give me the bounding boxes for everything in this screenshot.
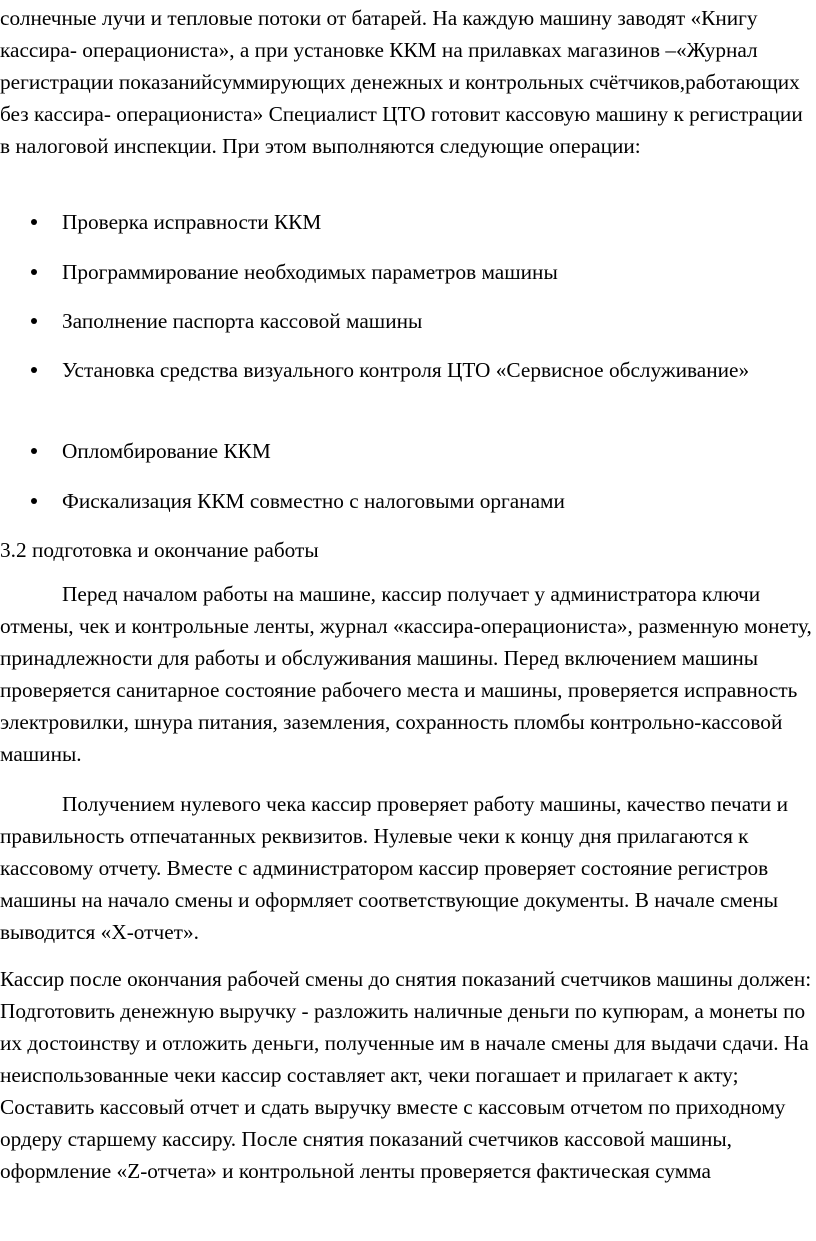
list-item-text: Фискализация ККМ совместно с налоговыми органами <box>62 489 565 513</box>
list-item-text: Программирование необходимых параметров машины <box>62 260 558 284</box>
list-item <box>0 354 760 386</box>
bullet-icon <box>31 219 37 225</box>
bullet-icon <box>31 318 37 324</box>
list-item-text: Установка средства визуального контроля ЦТО «Сервисное обслуживание» <box>62 358 750 382</box>
list-item <box>0 206 760 238</box>
list-item <box>0 256 760 288</box>
bullet-icon <box>31 269 37 275</box>
list-item-text: Проверка исправности ККМ <box>62 210 322 234</box>
intro-paragraph: солнечные лучи и тепловые потоки от батарей. На каждую машину заводят «Книгу кассира- операциониста», а при установке ККМ на прилавках магазинов –«Журнал регистрации показанийсуммирующих денежных и контрольных счётчиков,работающих без кассира- операциониста» Специалист ЦТО готовит кассовую машину к регистрации в налоговой инспекции. При этом выполняются следующие операции: <box>0 6 803 158</box>
paragraph-before-start: Перед началом работы на машине, кассир получает у администратора ключи отмены, чек и контрольные ленты, журнал «кассира-операциониста», разменную монету, принадлежности для работы и обслуживания машины. Перед включением машины проверяется санитарное состояние рабочего места и машины, проверяется исправность электровилки, шнура питания, заземления, сохранность пломбы контрольно-кассовой машины. <box>0 582 812 766</box>
section-heading: 3.2 подготовка и окончание работы <box>0 538 319 562</box>
bullet-icon <box>31 448 37 454</box>
list-item <box>0 305 760 337</box>
paragraph-end-shift: Кассир после окончания рабочей смены до снятия показаний счетчиков машины должен: Подготовить денежную выручку - разложить наличные деньги по купюрам, а монеты по их достоинству и отложить деньги, полученные им в начале смены для выдачи сдачи. На неиспользованные чеки кассир составляет акт, чеки погашает и прилагает к акту; Составить кассовый отчет и сдать выручку вместе с кассовым отчетом по приходному ордеру старшему кассиру. После снятия показаний счетчиков кассовой машины, оформление «Z-отчета» и контрольной ленты проверяется фактическая сумма <box>0 967 812 1183</box>
list-item <box>0 485 760 517</box>
bullet-icon <box>31 498 37 504</box>
list-item <box>0 435 760 467</box>
list-item-text: Опломбирование ККМ <box>62 439 271 463</box>
paragraph-zero-check: Получением нулевого чека кассир проверяет работу машины, качество печати и правильность отпечатанных реквизитов. Нулевые чеки к концу дня прилагаются к кассовому отчету. Вместе с администратором кассир проверяет состояние регистров машины на начало смены и оформляет соответствующие документы. В начале смены выводится «Х-отчет». <box>0 792 789 944</box>
bullet-icon <box>31 367 37 373</box>
list-item-text: Заполнение паспорта кассовой машины <box>62 309 423 333</box>
